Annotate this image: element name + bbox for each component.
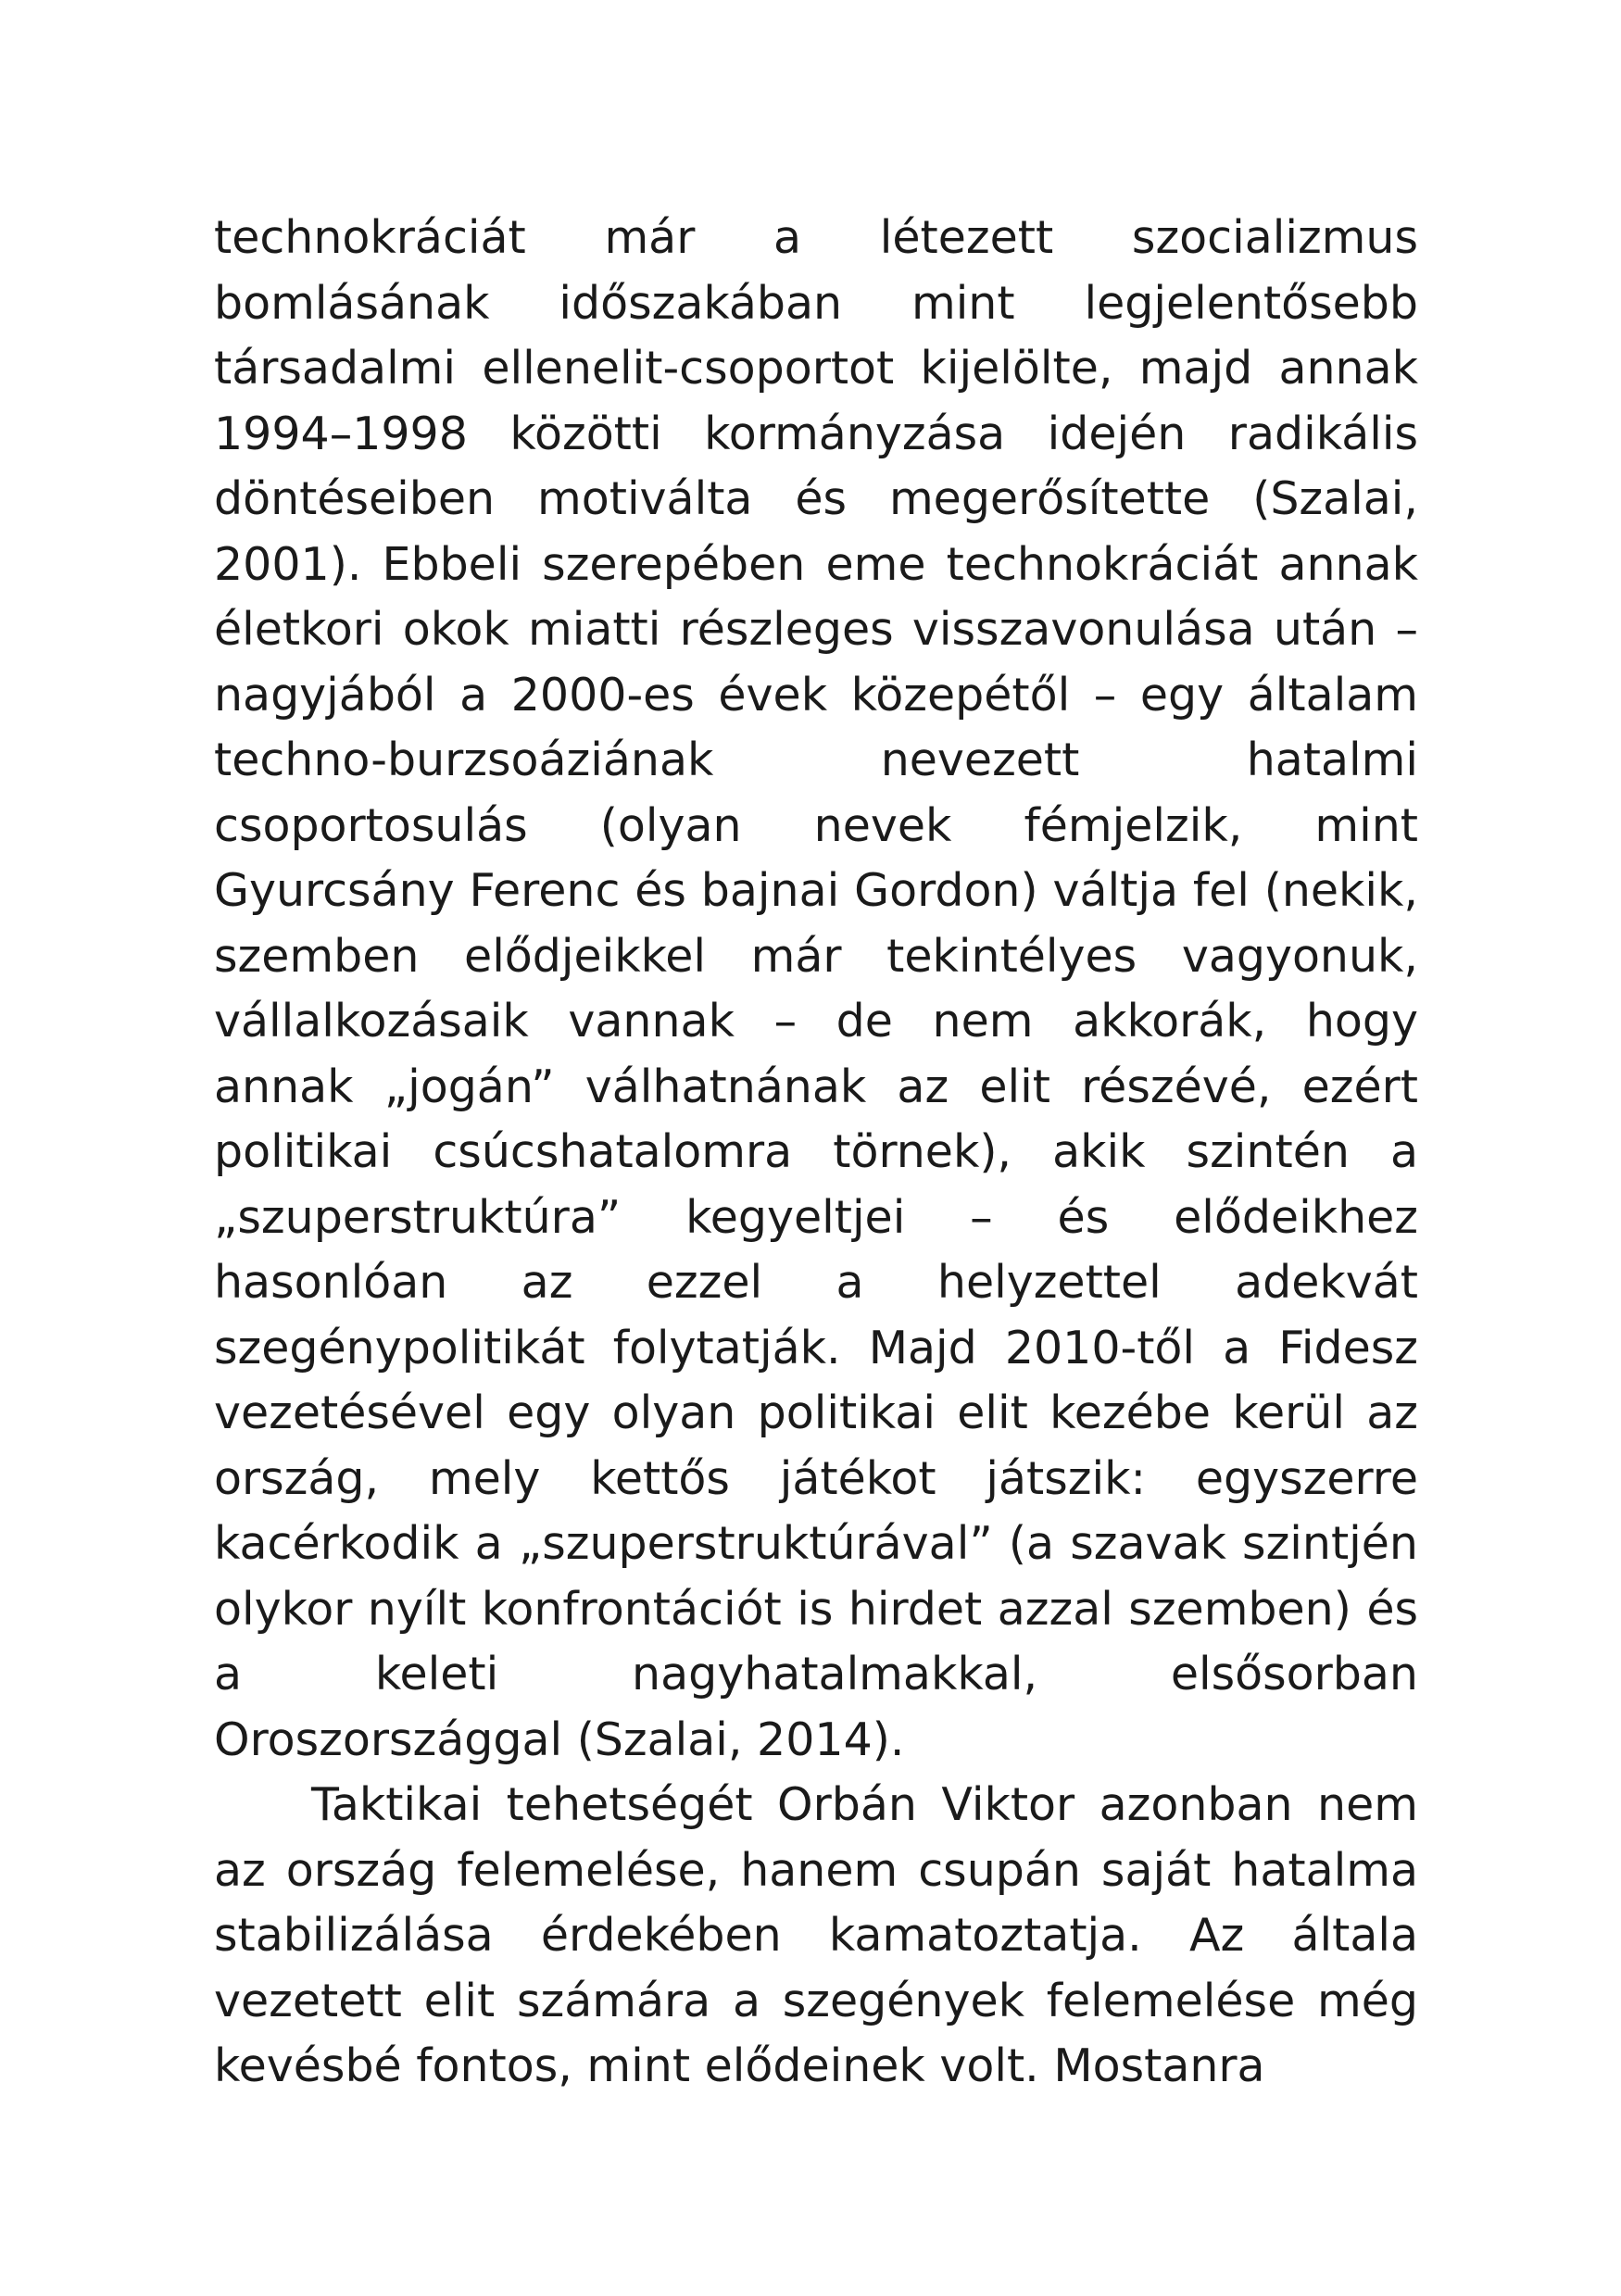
paragraph-taktikai: Taktikai tehetségét Orbán Viktor azonban nem az ország felemelése, hanem csupán saját hatalma stabilizálása érdekében kamatoztatja. Az általa vezetett elit számára a szegények felemelése még kevésbé fontos, mint elődeinek volt. Mostanra	[214, 1778, 1418, 2092]
body-text	[214, 206, 1418, 2100]
paragraph-continuation: technokráciát már a létezett szocializmus bomlásának időszakában mint legjelentősebb társadalmi ellenelit-csoportot kijelölte, majd annak 1994–1998 közötti kormányzása idején radikális döntéseiben motiválta és megerősítette (Szalai, 2001). Ebbeli szerepében eme technokráciát annak életkori okok miatti részleges visszavonulása után – nagyjából a 2000-es évek közepétől – egy általam techno-burzsoáziának nevezett hatalmi csoportosulás (olyan nevek fémjelzik, mint Gyurcsány Ferenc és bajnai Gordon) váltja fel (nekik, szemben elődjeikkel már tekintélyes vagyonuk, vállalkozásaik vannak – de nem akkorák, hogy annak „jogán” válhatnának az elit részévé, ezért politikai csúcshatalomra törnek), akik szintén a „szuperstruktúra” kegyeltjei – és elődeikhez hasonlóan az ezzel a helyzettel adekvát szegénypolitikát folytatják. Majd 2010-től a Fidesz vezetésével egy olyan politikai elit kezébe kerül az ország, mely kettős játékot játszik: egyszerre kacérkodik a „szuperstruktúrával” (a szavak szintjén olykor nyílt konfrontációt is hirdet azzal szemben) és a keleti nagyhatalmakkal, elsősorban Oroszországgal (Szalai, 2014).	[214, 211, 1418, 1766]
